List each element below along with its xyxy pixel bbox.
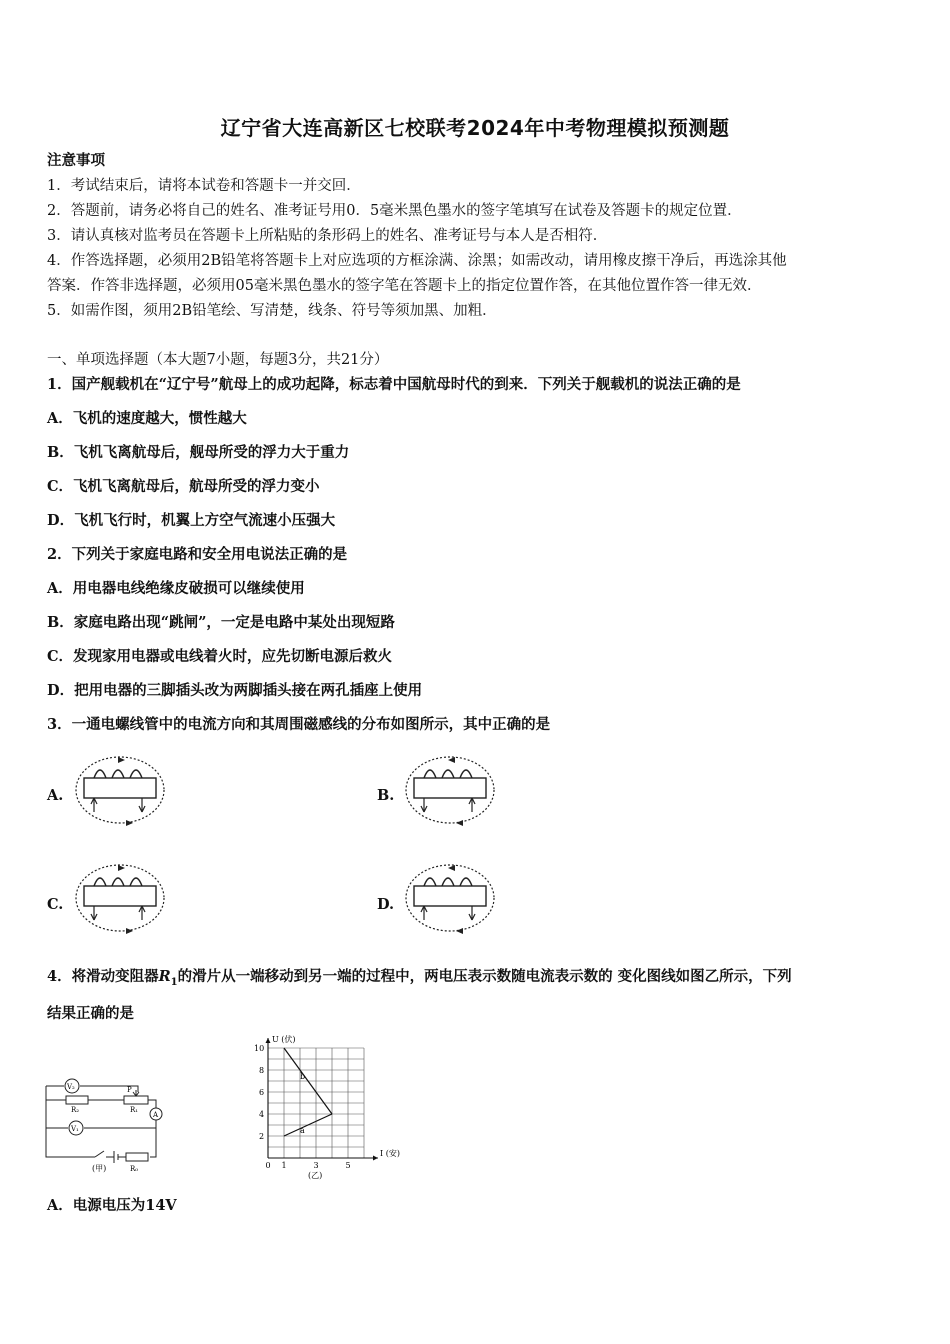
question-1-stem: 1．国产舰载机在“辽宁号”航母上的成功起降，标志着中国航母时代的到来．下列关于舰载机的说法正确的是 — [47, 376, 741, 393]
question-2-option-a: A．用电器电线绝缘皮破损可以继续使用 — [47, 580, 305, 597]
solenoid-figure-b — [400, 752, 500, 828]
question-1-option-b: B．飞机飞离航母后，舰母所受的浮力大于重力 — [47, 444, 350, 461]
question-4-stem-part1: 4．将滑动变阻器 — [47, 968, 159, 985]
question-4-option-a: A．电源电压为14V — [47, 1197, 177, 1214]
question-3-label-d: D. — [377, 896, 395, 913]
x-tick-label: 5 — [345, 1161, 351, 1170]
series-label-b: b — [300, 1072, 306, 1081]
solenoid-figure-c — [70, 860, 170, 936]
v2-label: V₂ — [67, 1083, 75, 1091]
solenoid-figure-d — [400, 860, 500, 936]
v1-label: V₁ — [71, 1125, 79, 1133]
ammeter-label: A — [153, 1111, 159, 1119]
question-4-stem-part2: 的滑片从一端移动到另一端的过程中，两电压表示数随电流表示数的 变化图线如图乙所示，下列 — [177, 968, 792, 985]
question-3-label-c: C. — [47, 896, 64, 913]
question-3-label-a: A. — [47, 787, 64, 804]
y-axis-arrow — [266, 1038, 271, 1043]
notice-item: 4．作答选择题，必须用2B铅笔将答题卡上对应选项的方框涂满、涂黑；如需改动，请用橡皮擦干净后，再选涂其他 — [47, 253, 787, 269]
notice-item: 2．答题前，请务必将自己的姓名、准考证号用0．5毫米黑色墨水的签字笔填写在试卷及答题卡的规定位置． — [47, 203, 742, 219]
series-label-a: a — [300, 1126, 305, 1135]
graph-grid — [268, 1048, 364, 1158]
question-1-option-a: A．飞机的速度越大，惯性越大 — [47, 410, 247, 427]
y-tick-label: 8 — [259, 1066, 265, 1075]
x-tick-label: 1 — [281, 1161, 287, 1170]
r1-label: R₁ — [130, 1106, 139, 1114]
question-2-stem: 2．下列关于家庭电路和安全用电说法正确的是 — [47, 546, 348, 563]
x-axis-label: I (安) — [380, 1149, 400, 1158]
r0-label: R₀ — [130, 1165, 139, 1173]
x-axis-arrow — [373, 1156, 378, 1161]
p-label: P — [127, 1086, 132, 1094]
x-tick-label: 0 — [265, 1161, 271, 1170]
question-3-label-b: B. — [377, 787, 395, 804]
r1-symbol: R — [158, 968, 171, 985]
notice-item: 3．请认真核对监考员在答题卡上所粘贴的条形码上的姓名、准考证号与本人是否相符． — [47, 228, 608, 244]
question-2-option-d: D．把用电器的三脚插头改为两脚插头接在两孔插座上使用 — [47, 682, 423, 699]
r1-subscript: 1 — [170, 976, 178, 988]
circuit-caption: (甲) — [92, 1164, 107, 1173]
y-tick-label: 10 — [254, 1044, 265, 1053]
notice-item: 答案．作答非选择题，必须用05毫米黑色墨水的签字笔在答题卡上的指定位置作答，在其他位置作答一律无效． — [47, 278, 762, 294]
question-3-stem: 3．一通电螺线管中的电流方向和其周围磁感线的分布如图所示，其中正确的是 — [47, 716, 551, 733]
section-heading: 一、单项选择题（本大题7小题，每题3分，共21分） — [47, 352, 389, 368]
graph-caption: (乙) — [308, 1171, 323, 1180]
page-title: 辽宁省大连高新区七校联考2024年中考物理模拟预测题 — [220, 116, 730, 140]
r2-label: R₂ — [71, 1106, 80, 1114]
y-axis-label: U (伏) — [272, 1035, 296, 1044]
solenoid-figure-a — [70, 752, 170, 828]
question-4-stem-cont: 结果正确的是 — [47, 1005, 134, 1022]
question-2-option-b: B．家庭电路出现“跳闸”，一定是电路中某处出现短路 — [47, 614, 395, 631]
y-tick-label: 4 — [259, 1110, 265, 1119]
notice-heading: 注意事项 — [47, 152, 105, 169]
circuit-diagram — [40, 1072, 180, 1172]
y-tick-label: 6 — [259, 1088, 265, 1097]
notice-item: 1．考试结束后，请将本试卷和答题卡一并交回． — [47, 178, 361, 194]
question-1-option-c: C．飞机飞离航母后，航母所受的浮力变小 — [47, 478, 320, 495]
notice-item: 5．如需作图，须用2B铅笔绘、写清楚，线条、符号等须加黑、加粗． — [47, 303, 497, 319]
question-1-option-d: D．飞机飞行时，机翼上方空气流速小压强大 — [47, 512, 336, 529]
u-i-graph — [230, 1030, 400, 1180]
question-4-stem — [47, 967, 792, 993]
y-tick-label: 2 — [259, 1132, 265, 1141]
x-tick-label: 3 — [313, 1161, 319, 1170]
question-2-option-c: C．发现家用电器或电线着火时，应先切断电源后救火 — [47, 648, 393, 665]
